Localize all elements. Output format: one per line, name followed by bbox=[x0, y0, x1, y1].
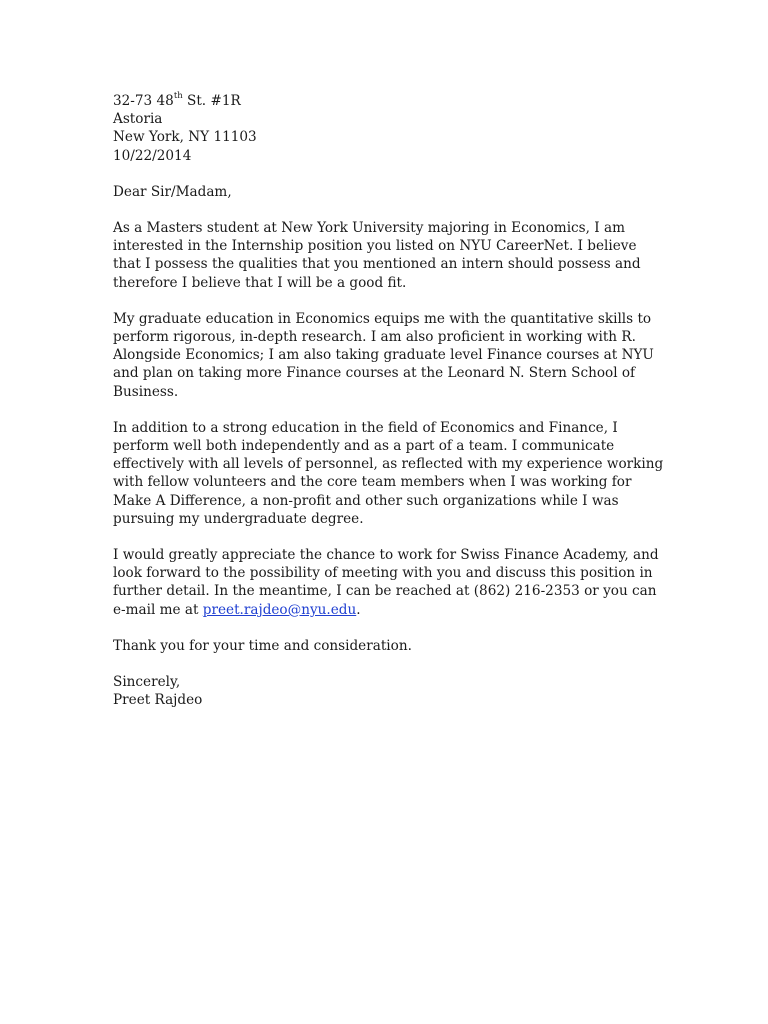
neighborhood-line: Astoria bbox=[113, 111, 163, 128]
signature-name: Preet Rajdeo bbox=[113, 692, 203, 709]
paragraph-intro: As a Masters student at New York University majoring in Economics, I am interested in the Internship position you listed on NYU CareerNet. I believe that I possess the qualities that you mentioned an intern should possess and therefore I believe that I will be a good fit. bbox=[113, 220, 641, 291]
salutation: Dear Sir/Madam, bbox=[113, 183, 232, 200]
letter-body bbox=[113, 183, 668, 710]
street-rest: St. #1R bbox=[182, 93, 241, 109]
paragraph-contact bbox=[113, 546, 668, 619]
paragraph-teamwork: In addition to a strong education in the field of Economics and Finance, I perform well both independently and as a part of a team. I communicate effectively with all levels of personnel, as reflected with my experience working with fellow volunteers and the core team members when I was working for Make A Difference, a non-profit and other such organizations while I was pursuing my undergraduate degree. bbox=[113, 419, 664, 527]
street-number: 32-73 48 bbox=[113, 93, 174, 109]
paragraph-education: My graduate education in Economics equips me with the quantitative skills to perform rigorous, in-depth research. I am also proficient in working with R. Alongside Economics; I am also taking graduate level Finance courses at NYU and plan on taking more Finance courses at the Leonard N. Stern School of Business. bbox=[113, 310, 654, 400]
sender-address-block bbox=[113, 92, 668, 165]
street-ordinal-suffix: th bbox=[173, 91, 183, 102]
valediction: Sincerely, bbox=[113, 674, 181, 691]
street-address-line bbox=[113, 92, 668, 110]
letter-date: 10/22/2014 bbox=[113, 147, 192, 164]
city-state-zip-line: New York, NY 11103 bbox=[113, 129, 257, 146]
email-link[interactable]: preet.rajdeo@nyu.edu bbox=[202, 601, 357, 618]
paragraph-thanks: Thank you for your time and consideration. bbox=[113, 637, 412, 654]
contact-text: I would greatly appreciate the chance to work for Swiss Finance Academy, and look forward to the possibility of meeting with you and discuss this position in further detail. In the meantime, I can be reached at (862) 216-2353 or you can e-mail me at bbox=[113, 547, 659, 618]
contact-period: . bbox=[356, 601, 361, 618]
